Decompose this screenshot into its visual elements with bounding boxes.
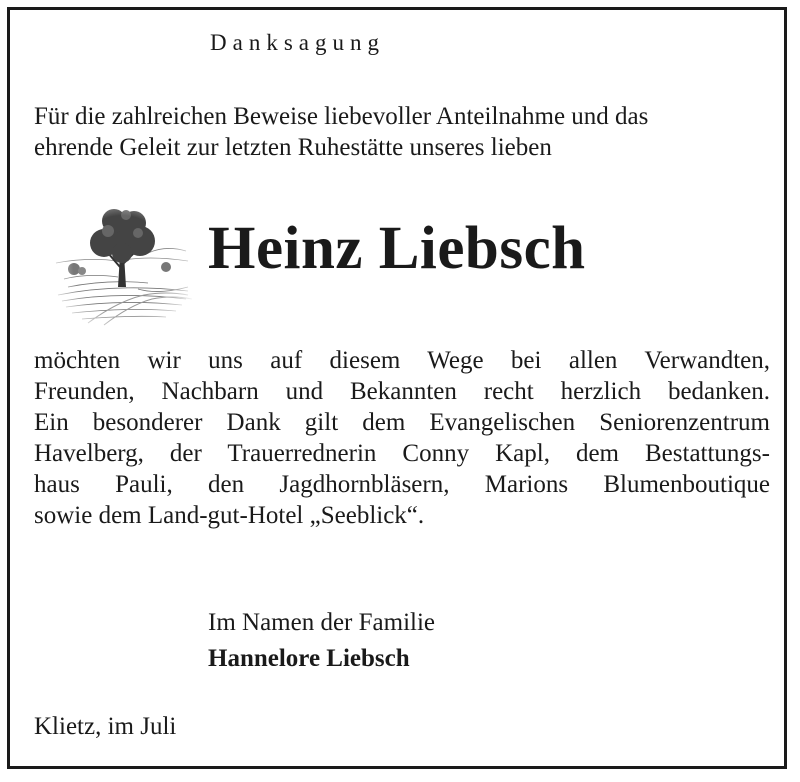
body-line: sowie dem Land-gut-Hotel „Seeblick“. (34, 502, 425, 529)
signature-line: Im Namen der Familie (208, 609, 436, 636)
intro-paragraph (34, 101, 770, 163)
body-line: Freunden, Nachbarn und Bekannten recht herzlich bedanken. (34, 378, 770, 405)
signature-name: Hannelore Liebsch (208, 645, 410, 672)
body-line: haus Pauli, den Jagdhornbläsern, Marions Blumenboutique (34, 471, 770, 498)
notice-heading: Danksagung (210, 30, 385, 55)
signature-block (208, 605, 435, 677)
tree-landscape-icon (48, 183, 196, 331)
intro-line: Für die zahlreichen Beweise liebevoller Anteilnahme und das (34, 103, 649, 130)
body-line: möchten wir uns auf diesem Wege bei allen Verwandten, (34, 347, 770, 374)
body-line: Havelberg, der Trauerrednerin Conny Kapl, dem Bestattungs- (34, 440, 770, 467)
body-line: Ein besonderer Dank gilt dem Evangelischen Seniorenzentrum (34, 409, 770, 436)
deceased-name: Heinz Liebsch (208, 215, 586, 282)
intro-line: ehrende Geleit zur letzten Ruhestätte unseres lieben (34, 134, 552, 161)
body-paragraph (34, 345, 770, 531)
place-date: Klietz, im Juli (34, 713, 177, 740)
